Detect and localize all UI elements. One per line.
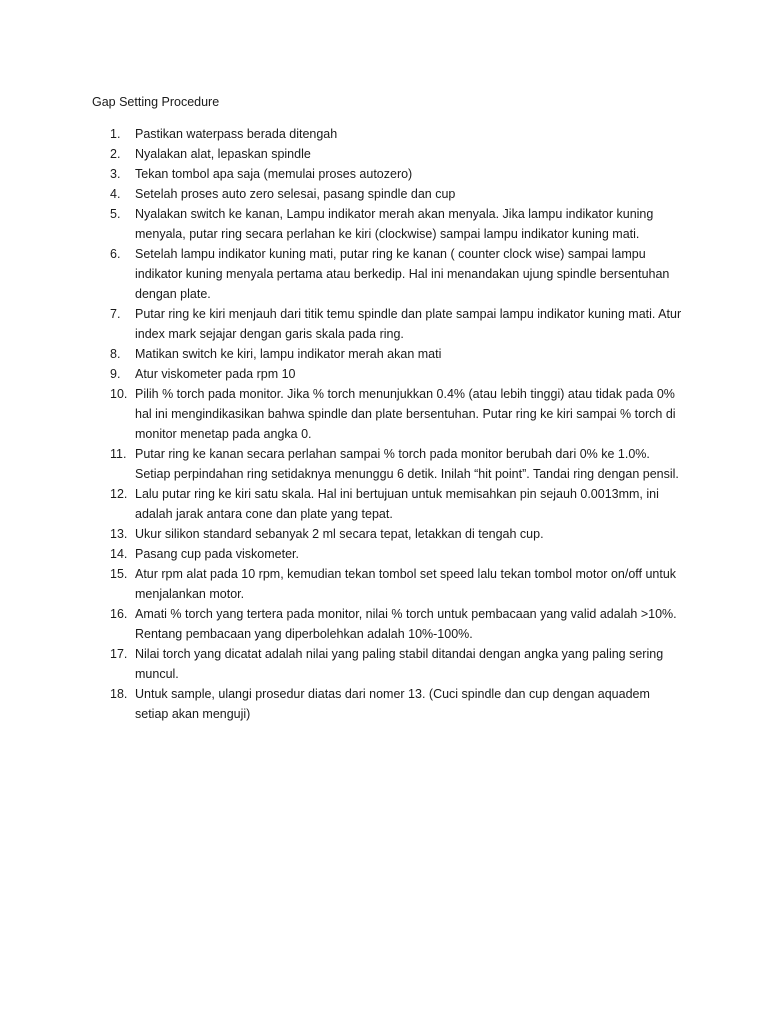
step-item bbox=[0, 484, 683, 524]
step-number: 9. bbox=[110, 367, 121, 381]
step-item bbox=[0, 344, 683, 364]
step-number: 1. bbox=[110, 127, 121, 141]
step-text: Lalu putar ring ke kiri satu skala. Hal ini bertujuan untuk memisahkan pin sejauh 0.0013mm, ini adalah jarak antara cone dan plate yang tepat. bbox=[135, 487, 659, 521]
step-number: 7. bbox=[110, 307, 121, 321]
step-text: Nilai torch yang dicatat adalah nilai yang paling stabil ditandai dengan angka yang paling sering muncul. bbox=[135, 647, 664, 681]
step-text: Putar ring ke kanan secara perlahan sampai % torch pada monitor berubah dari 0% ke 1.0%. Setiap perpindahan ring setidaknya menunggu 6 detik. Inilah “hit point”. Tandai ring dengan pensil. bbox=[135, 447, 679, 481]
step-text: Atur viskometer pada rpm 10 bbox=[135, 367, 296, 381]
step-text: Atur rpm alat pada 10 rpm, kemudian tekan tombol set speed lalu tekan tombol motor on/off untuk menjalankan motor. bbox=[135, 567, 677, 601]
step-item bbox=[0, 444, 683, 484]
step-item bbox=[0, 364, 683, 384]
step-item bbox=[0, 564, 683, 604]
step-text: Ukur silikon standard sebanyak 2 ml secara tepat, letakkan di tengah cup. bbox=[135, 527, 544, 541]
step-number: 8. bbox=[110, 347, 121, 361]
step-number: 3. bbox=[110, 167, 121, 181]
step-text: Tekan tombol apa saja (memulai proses autozero) bbox=[135, 167, 413, 181]
step-item bbox=[0, 164, 683, 184]
step-item bbox=[0, 684, 683, 724]
step-number: 4. bbox=[110, 187, 121, 201]
step-item bbox=[0, 184, 683, 204]
step-item bbox=[0, 384, 683, 444]
step-text: Putar ring ke kiri menjauh dari titik temu spindle dan plate sampai lampu indikator kuning mati. Atur index mark sejajar dengan garis skala pada ring. bbox=[135, 307, 682, 341]
step-item bbox=[0, 644, 683, 684]
step-text: Pasang cup pada viskometer. bbox=[135, 547, 299, 561]
step-text: Matikan switch ke kiri, lampu indikator merah akan mati bbox=[135, 347, 442, 361]
step-text: Untuk sample, ulangi prosedur diatas dari nomer 13. (Cuci spindle dan cup dengan aquadem setiap akan menguji) bbox=[135, 687, 650, 721]
step-text: Pastikan waterpass berada ditengah bbox=[135, 127, 338, 141]
step-text: Nyalakan alat, lepaskan spindle bbox=[135, 147, 311, 161]
step-number: 5. bbox=[110, 207, 121, 221]
step-item bbox=[0, 244, 683, 304]
step-number: 18. bbox=[110, 687, 128, 701]
step-number: 16. bbox=[110, 607, 128, 621]
step-number: 12. bbox=[110, 487, 128, 501]
step-item bbox=[0, 124, 683, 144]
step-number: 10. bbox=[110, 387, 128, 401]
step-number: 14. bbox=[110, 547, 128, 561]
step-text: Amati % torch yang tertera pada monitor, nilai % torch untuk pembacaan yang valid adalah >10%. Rentang pembacaan yang diperbolehkan adalah 10%-100%. bbox=[135, 607, 677, 641]
step-item bbox=[0, 304, 683, 344]
step-text: Pilih % torch pada monitor. Jika % torch menunjukkan 0.4% (atau lebih tinggi) atau tidak pada 0% hal ini mengindikasikan bahwa spindle dan plate bersentuhan. Putar ring ke kiri sampai % torch di monitor menetap pada angka 0. bbox=[135, 387, 676, 441]
step-item bbox=[0, 524, 683, 544]
step-number: 6. bbox=[110, 247, 121, 261]
step-number: 13. bbox=[110, 527, 128, 541]
step-number: 15. bbox=[110, 567, 128, 581]
step-text: Setelah lampu indikator kuning mati, putar ring ke kanan ( counter clock wise) sampai lampu indikator kuning menyala pertama atau berkedip. Hal ini menandakan ujung spindle bersentuhan dengan plate. bbox=[135, 247, 670, 301]
step-number: 11. bbox=[110, 447, 127, 461]
procedure-steps-list bbox=[0, 124, 768, 724]
step-text: Setelah proses auto zero selesai, pasang spindle dan cup bbox=[135, 187, 456, 201]
document-title: Gap Setting Procedure bbox=[92, 95, 220, 109]
step-item bbox=[0, 604, 683, 644]
step-number: 17. bbox=[110, 647, 128, 661]
step-item bbox=[0, 544, 683, 564]
step-number: 2. bbox=[110, 147, 121, 161]
step-item bbox=[0, 204, 683, 244]
step-text: Nyalakan switch ke kanan, Lampu indikator merah akan menyala. Jika lampu indikator kuning menyala, putar ring secara perlahan ke kiri (clockwise) sampai lampu indikator kuning mati. bbox=[135, 207, 654, 241]
step-item bbox=[0, 144, 683, 164]
